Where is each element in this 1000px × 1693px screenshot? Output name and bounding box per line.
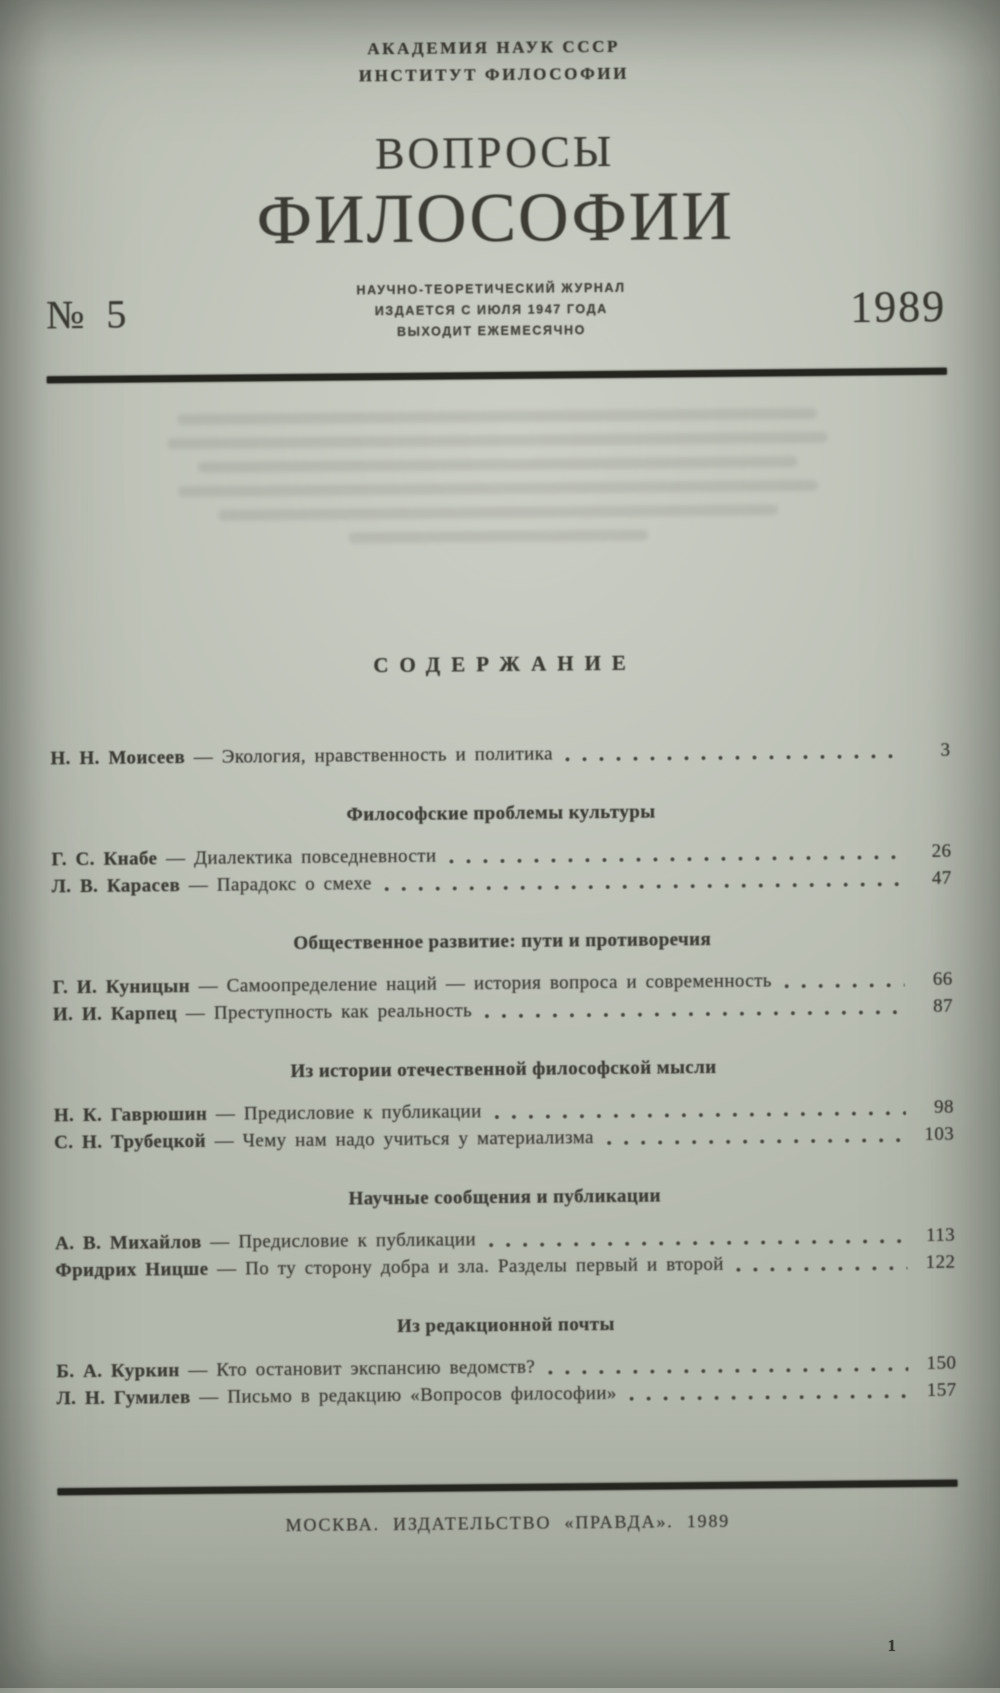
dot-leader <box>606 1137 906 1146</box>
toc-entry-text: Н. К. Гаврюшин — Предисловие к публикации <box>53 1101 482 1127</box>
toc-entry-page: 150 <box>926 1352 957 1374</box>
toc-section-heading: Философские проблемы культуры <box>346 801 656 826</box>
toc-list <box>50 737 956 1413</box>
toc-entry-author: Л. В. Карасев <box>51 875 181 898</box>
toc-section-heading: Научные сообщения и публикации <box>348 1185 661 1210</box>
toc-entry-author: А. В. Михайлов <box>55 1231 202 1255</box>
toc-entry-page: 122 <box>925 1251 956 1273</box>
toc-entry-author: Н. К. Гаврюшин <box>53 1103 208 1127</box>
toc-entry-author: Н. Н. Моисеев <box>50 747 186 770</box>
toc-entry-text: Б. А. Куркин — Кто остановит экспансию ведомств? <box>56 1356 536 1383</box>
toc-entry-text: Г. И. Куницын — Самоопределение наций — история вопроса и современность <box>52 970 772 999</box>
dot-leader <box>488 1238 907 1248</box>
journal-title-word1: ВОПРОСЫ <box>374 126 615 179</box>
journal-subtitle <box>356 277 626 343</box>
toc-section-heading: Из истории отечественной философской мысли <box>290 1056 717 1083</box>
toc-entry-text: Н. Н. Моисеев — Экология, нравственность и политика <box>50 743 553 770</box>
toc-entry-author: Л. Н. Гумилев <box>56 1387 191 1410</box>
subtitle-line-1: НАУЧНО-ТЕОРЕТИЧЕСКИЙ ЖУРНАЛ <box>356 280 626 297</box>
footer-rule <box>57 1480 957 1496</box>
toc-entry-page: 47 <box>931 867 952 889</box>
toc-entry-page: 66 <box>932 968 953 990</box>
toc-section-heading: Общественное развитие: пути и противоречия <box>293 928 712 954</box>
toc-entry-text: Л. В. Карасев — Парадокс о смехе <box>51 873 372 898</box>
toc-entry-text: С. Н. Трубецкой — Чему нам надо учиться у материализма <box>54 1127 594 1154</box>
subtitle-line-2: ИЗДАЕТСЯ С ИЮЛЯ 1947 ГОДА <box>374 301 608 318</box>
bleed-line <box>167 432 827 449</box>
dot-leader <box>736 1265 908 1273</box>
journal-title-word2: ФИЛОСОФИИ <box>256 177 735 260</box>
toc-entry-page: 26 <box>931 840 952 862</box>
issue-year: 1989 <box>849 281 947 332</box>
toc-entry-author: С. Н. Трубецкой <box>54 1130 207 1154</box>
toc-entry-page: 3 <box>940 739 951 761</box>
toc-entry-text: Л. Н. Гумилев — Письмо в редакцию «Вопросов философии» <box>56 1382 617 1410</box>
publisher-block <box>44 30 944 93</box>
contents-heading: СОДЕРЖАНИЕ <box>373 650 637 678</box>
issue-row <box>46 274 947 347</box>
toc-entry-author: Фридрих Ницше <box>55 1258 209 1282</box>
dot-leader <box>494 1110 906 1120</box>
toc-entry-page: 87 <box>932 995 953 1017</box>
bleed-line <box>348 530 648 544</box>
bleed-line <box>178 480 818 497</box>
toc-section-heading: Из редакционной почты <box>396 1313 615 1338</box>
header-rule <box>47 368 947 384</box>
toc-entry-author: И. И. Карпец <box>52 1003 178 1026</box>
bleed-through-artifact <box>47 407 948 547</box>
toc-entry-author: Б. А. Куркин <box>56 1360 180 1383</box>
imprint-line: МОСКВА. ИЗДАТЕЛЬСТВО «ПРАВДА». 1989 <box>285 1510 731 1536</box>
toc-entry-page: 113 <box>925 1224 956 1246</box>
dot-leader <box>384 881 904 892</box>
toc-entry-text: И. И. Карпец — Преступность как реальность <box>52 1000 473 1026</box>
toc-entry-page: 103 <box>924 1123 955 1145</box>
institute-line: ИНСТИТУТ ФИЛОСОФИИ <box>358 63 630 86</box>
toc-entry <box>50 737 950 773</box>
dot-leader <box>784 982 905 989</box>
dot-leader <box>629 1393 909 1402</box>
bleed-line <box>198 456 798 473</box>
toc-entry-text: Фридрих Ницше — По ту сторону добра и зла. Разделы первый и второй <box>55 1253 724 1282</box>
toc-entry-page: 157 <box>926 1379 957 1401</box>
toc-entry-author: Г. И. Куницын <box>52 975 191 999</box>
toc-entry-text: Г. С. Кнабе — Диалектика повседневности <box>51 845 437 871</box>
dot-leader <box>547 1366 908 1375</box>
toc-entry-text: А. В. Михайлов — Предисловие к публикации <box>55 1229 477 1255</box>
subtitle-line-3: ВЫХОДИТ ЕЖЕМЕСЯЧНО <box>396 322 586 339</box>
dot-leader <box>484 1009 905 1019</box>
dot-leader <box>565 753 903 762</box>
issue-number: № 5 <box>45 291 133 337</box>
toc-entry-author: Г. С. Кнабе <box>51 848 158 871</box>
bleed-line <box>218 504 778 520</box>
academy-line: АКАДЕМИЯ НАУК СССР <box>367 36 621 59</box>
dot-leader <box>449 854 904 864</box>
bleed-line <box>177 408 817 425</box>
toc-entry-page: 98 <box>933 1096 954 1118</box>
page-number: 1 <box>887 1636 896 1655</box>
